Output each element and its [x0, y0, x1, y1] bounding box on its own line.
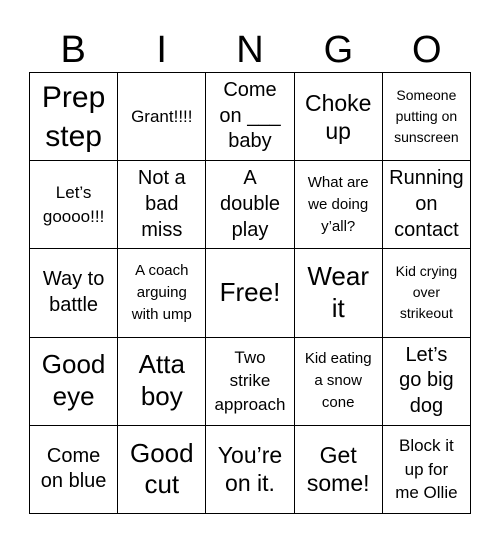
cell-text: Let’s go big dog	[399, 343, 454, 417]
header-letter-b: B	[60, 28, 86, 71]
bingo-cell[interactable]	[295, 161, 383, 249]
bingo-cell[interactable]	[30, 161, 118, 249]
cell-text: Get some!	[306, 442, 370, 497]
bingo-cell[interactable]	[383, 338, 471, 426]
bingo-cell[interactable]	[118, 249, 206, 337]
cell-text: Kid crying over strikeout	[395, 263, 458, 322]
header-letter-o: O	[412, 28, 442, 71]
bingo-cell[interactable]	[118, 161, 206, 249]
bingo-cell[interactable]	[383, 73, 471, 161]
cell-text: Good cut	[129, 437, 194, 500]
header-letter-n: N	[236, 28, 264, 71]
bingo-header	[29, 28, 471, 72]
cell-text: Someone putting on sunscreen	[394, 87, 459, 146]
bingo-cell[interactable]	[118, 73, 206, 161]
bingo-cell[interactable]	[30, 426, 118, 514]
cell-text: A coach arguing with ump	[131, 261, 192, 324]
cell-text: You’re on it.	[217, 442, 283, 497]
cell-text: Two strike approach	[214, 348, 286, 414]
bingo-cell[interactable]	[118, 426, 206, 514]
cell-text: Not a bad miss	[137, 167, 186, 241]
bingo-cell[interactable]	[30, 249, 118, 337]
bingo-cell[interactable]	[30, 338, 118, 426]
bingo-cell[interactable]	[206, 73, 294, 161]
header-letter-g: G	[323, 28, 354, 71]
cell-text: Free!	[219, 277, 281, 308]
cell-text: Grant!!!!	[131, 106, 193, 126]
bingo-cell[interactable]	[118, 338, 206, 426]
cell-text: Kid eating a snow cone	[304, 349, 372, 412]
bingo-cell-free[interactable]	[206, 249, 294, 337]
cell-text: Way to battle	[42, 268, 105, 316]
bingo-cell[interactable]	[383, 249, 471, 337]
cell-text: Block it up for me Ollie	[395, 436, 458, 503]
cell-text: Come on ___ baby	[219, 79, 281, 153]
cell-text: Running on contact	[389, 167, 464, 241]
bingo-cell[interactable]	[206, 161, 294, 249]
cell-text: Good eye	[41, 349, 106, 412]
bingo-cell[interactable]	[383, 161, 471, 249]
header-letter-i: I	[156, 28, 167, 71]
cell-text: What are we doing y’all?	[307, 173, 369, 235]
bingo-board	[29, 72, 471, 514]
cell-text: Come on blue	[40, 444, 107, 493]
bingo-cell[interactable]	[30, 73, 118, 161]
bingo-cell[interactable]	[383, 426, 471, 514]
bingo-cell[interactable]	[206, 426, 294, 514]
cell-text: Wear it	[307, 261, 370, 323]
cell-text: Choke up	[304, 89, 372, 144]
bingo-cell[interactable]	[295, 426, 383, 514]
bingo-cell[interactable]	[295, 249, 383, 337]
cell-text: Let’s goooo!!!	[42, 183, 105, 226]
bingo-cell[interactable]	[206, 338, 294, 426]
cell-text: A double play	[219, 167, 281, 241]
bingo-cell[interactable]	[295, 338, 383, 426]
bingo-cell[interactable]	[295, 73, 383, 161]
cell-text: Prep step	[41, 80, 106, 153]
cell-text: Atta boy	[138, 349, 185, 412]
